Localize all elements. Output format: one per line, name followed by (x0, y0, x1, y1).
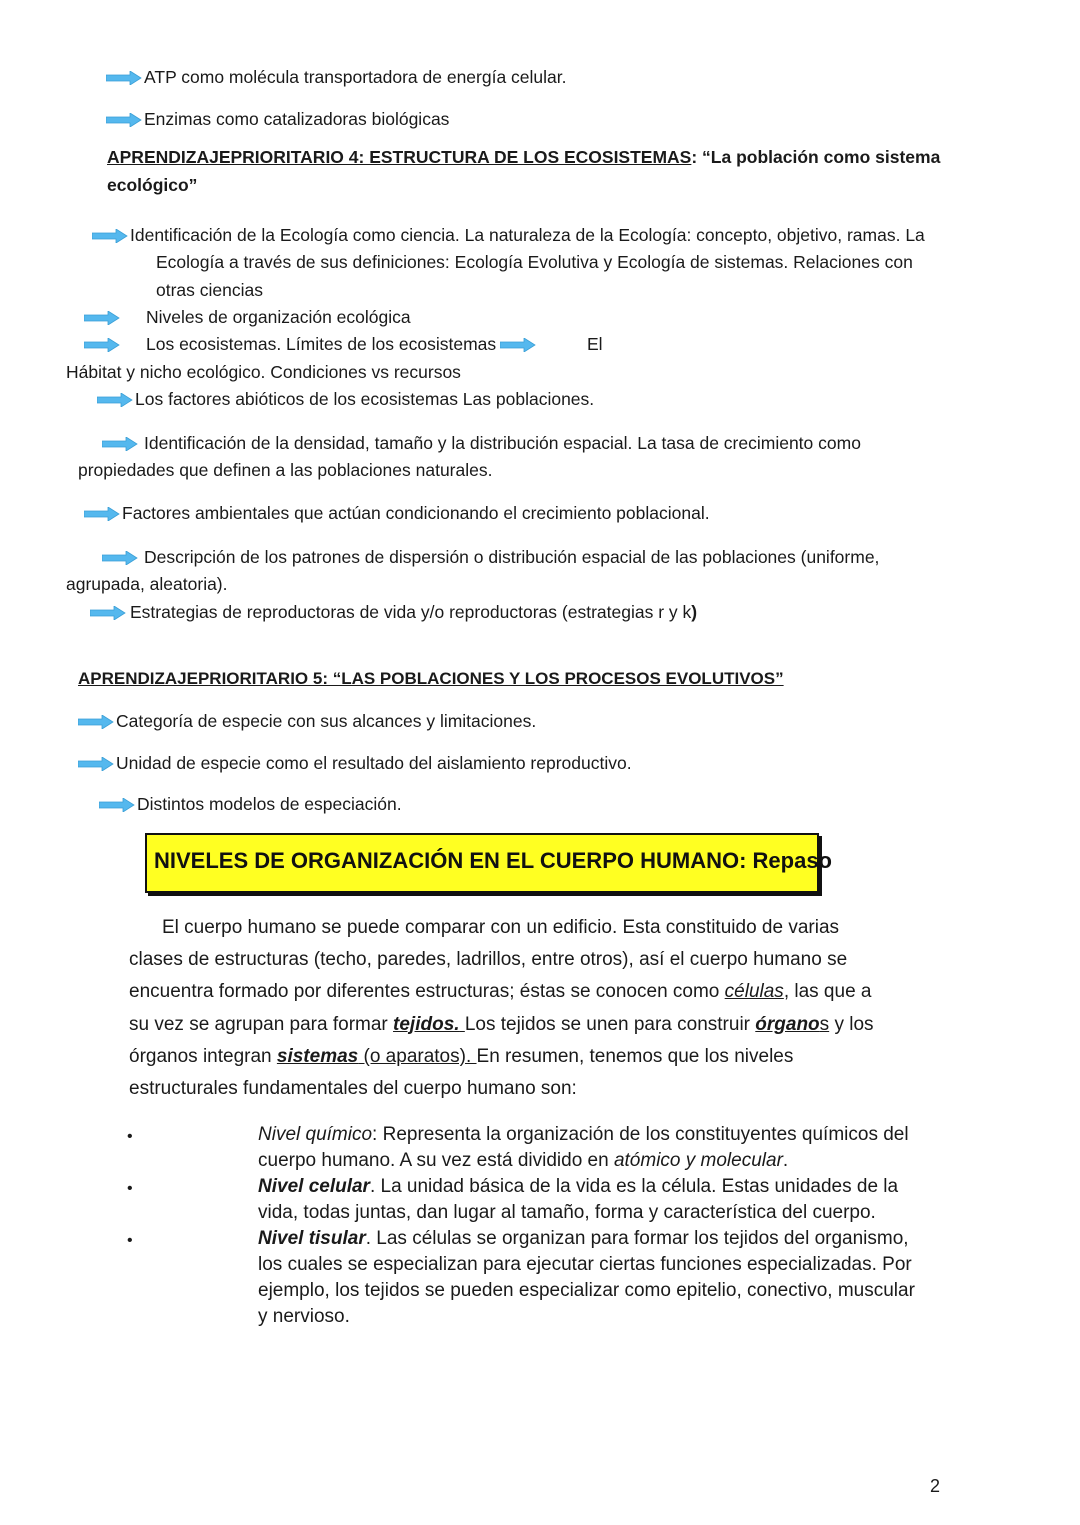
paragraph-line: encuentra formado por diferentes estructuras; éstas se conocen como células, las que a (129, 981, 872, 1003)
right-arrow-icon (78, 715, 114, 729)
list-item-line: otras ciencias (156, 280, 263, 300)
right-arrow-icon (99, 798, 135, 812)
section-heading: APRENDIZAJEPRIORITARIO 5: “LAS POBLACIONES Y LOS PROCESOS EVOLUTIVOS” (78, 669, 784, 688)
list-item-line: Hábitat y nicho ecológico. Condiciones vs recursos (66, 362, 461, 382)
right-arrow-icon (84, 507, 120, 521)
list-item: Los ecosistemas. Límites de los ecosistemas (84, 333, 538, 355)
right-arrow-icon (106, 71, 142, 85)
right-arrow-icon (78, 757, 114, 771)
list-item: Descripción de los patrones de dispersión o distribución espacial de las poblaciones (uniforme, (102, 546, 942, 568)
right-arrow-icon (106, 113, 142, 127)
list-item-line: agrupada, aleatoria). (66, 574, 228, 594)
paragraph-line: clases de estructuras (techo, paredes, ladrillos, entre otros), así el cuerpo humano se (129, 949, 848, 971)
list-item: Estrategias de reproductoras de vida y/o reproductoras (estrategias r y k) (90, 601, 697, 623)
right-arrow-icon (102, 437, 138, 451)
list-item: Enzimas como catalizadoras biológicas (106, 108, 449, 130)
highlight-title-box (145, 833, 832, 893)
right-arrow-icon (84, 338, 120, 352)
section-heading: APRENDIZAJEPRIORITARIO 4: ESTRUCTURA DE LOS ECOSISTEMAS: “La población como sistema (107, 147, 941, 167)
right-arrow-icon (92, 229, 128, 243)
right-arrow-icon (84, 311, 120, 325)
section-heading-line2: ecológico” (107, 175, 198, 195)
list-item-line: propiedades que definen a las poblaciones naturales. (78, 460, 493, 480)
paragraph-line: órganos integran sistemas (o aparatos). En resumen, tenemos que los niveles (129, 1045, 794, 1067)
body-paragraph (129, 912, 929, 1105)
bullet-marker: • (127, 1128, 133, 1145)
paragraph-line: El cuerpo humano se puede comparar con un edificio. Esta constituido de varias (162, 917, 840, 938)
paragraph-line: estructurales fundamentales del cuerpo humano son: (129, 1078, 577, 1100)
right-arrow-icon (102, 551, 138, 565)
list-item-tail: El (587, 334, 603, 354)
bullet-item: Nivel químico: Representa la organización de los constituyentes químicos del cuerpo humano. A su vez está dividido en atómico y molecular. (258, 1124, 909, 1171)
list-item: Factores ambientales que actúan condicionando el crecimiento poblacional. (84, 502, 710, 524)
bullet-item: Nivel celular. La unidad básica de la vida es la célula. Estas unidades de la vida, todas juntas, dan lugar al tamaño, forma y característica del cuerpo. (258, 1176, 899, 1223)
list-item: Identificación de la Ecología como ciencia. La naturaleza de la Ecología: concepto, objetivo, ramas. La (92, 224, 925, 246)
page-number: 2 (930, 1476, 941, 1496)
bullet-marker: • (127, 1232, 133, 1249)
bullet-marker: • (127, 1180, 133, 1197)
bullet-item: Nivel tisular. Las células se organizan para formar los tejidos del organismo, los cuales se especializan para ejecutar ciertas funciones especializadas. Por ejemplo, los tejidos se pueden especializar como epitelio, conectivo, muscular y nervioso. (258, 1228, 915, 1327)
right-arrow-icon (90, 606, 126, 620)
list-item-line: Ecología a través de sus definiciones: Ecología Evolutiva y Ecología de sistemas. Relaciones con (156, 252, 913, 272)
list-item: Unidad de especie como el resultado del aislamiento reproductivo. (78, 752, 632, 774)
list-item: Identificación de la densidad, tamaño y la distribución espacial. La tasa de crecimiento como (102, 432, 942, 454)
right-arrow-icon (500, 338, 536, 352)
list-item: Distintos modelos de especiación. (99, 793, 402, 815)
box-title: NIVELES DE ORGANIZACIÓN EN EL CUERPO HUMANO: Repaso (154, 848, 832, 873)
list-item: ATP como molécula transportadora de energía celular. (106, 66, 567, 88)
list-item: Categoría de especie con sus alcances y limitaciones. (78, 710, 536, 732)
list-item: Niveles de organización ecológica (84, 306, 411, 328)
paragraph-line: su vez se agrupan para formar tejidos. Los tejidos se unen para construir órganos y los (129, 1013, 874, 1035)
list-item: Los factores abióticos de los ecosistemas Las poblaciones. (97, 388, 594, 410)
right-arrow-icon (97, 393, 133, 407)
